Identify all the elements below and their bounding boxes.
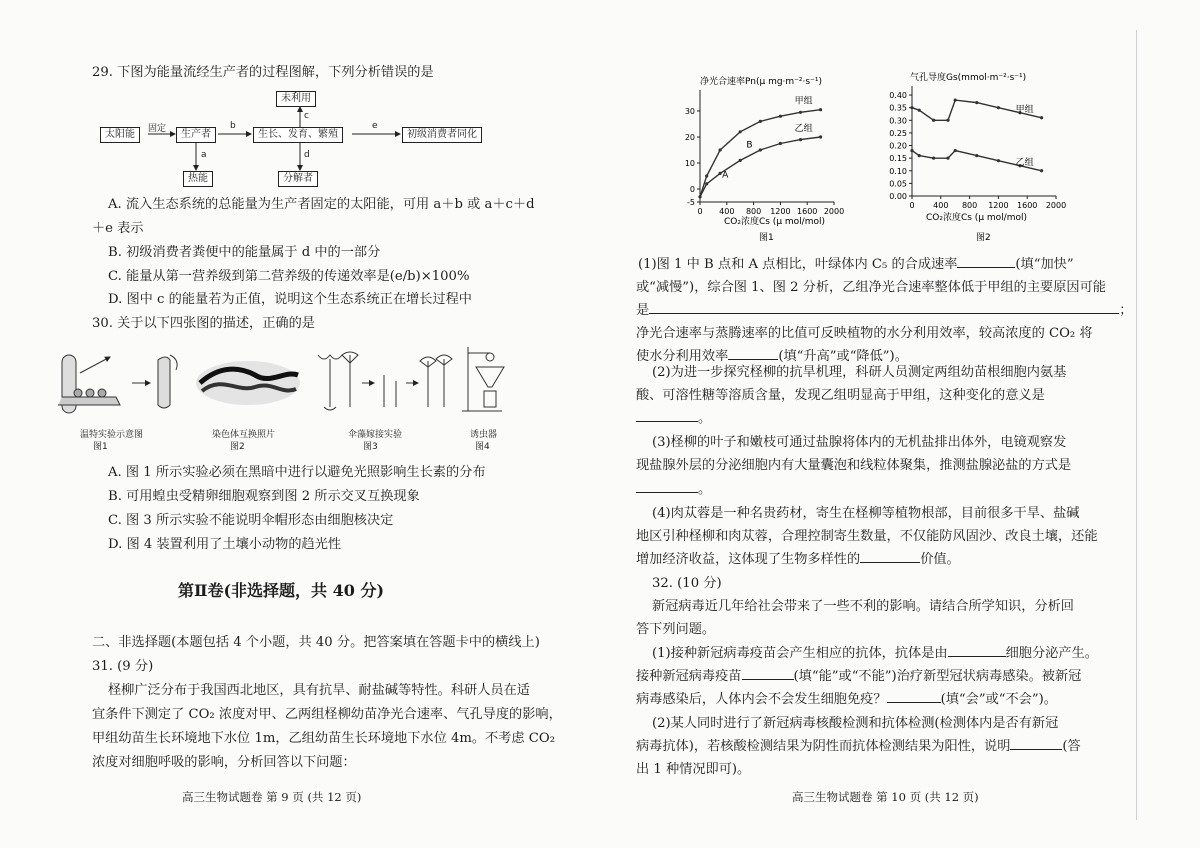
- q32-1-blank-2[interactable]: [742, 679, 794, 680]
- chart-stomatal-conductance: [880, 62, 1090, 250]
- chart1-title: 净光合速率Pn(μ mg·m⁻²·s⁻¹): [700, 77, 822, 87]
- flow-heat-box: 热能: [183, 171, 213, 187]
- flow-fix-label: 固定: [148, 124, 167, 134]
- q31-4-blank[interactable]: [860, 562, 920, 563]
- q31-1-line2: 或“减慢”)，综合图 1、图 2 分析，乙组净光合速率整体低于甲组的主要原因可能: [636, 280, 1106, 295]
- flow-d-label: d: [304, 150, 310, 160]
- y-tick-label: 0.00: [889, 192, 907, 201]
- q31-1-text-b: (填“加快”: [1015, 257, 1074, 272]
- x-tick-label: 0: [909, 201, 915, 210]
- q29-option-a: A. 流入生态系统的总能量为生产者固定的太阳能，可用 a＋b 或 a＋c＋d: [108, 197, 535, 212]
- page-footer-9: 高三生物试题卷 第 9 页 (共 12 页): [182, 790, 362, 804]
- data-point: [997, 159, 1000, 162]
- flow-b-label: b: [230, 121, 236, 131]
- x-tick-label: 2000: [1045, 201, 1067, 210]
- chart1-plot: [685, 96, 844, 216]
- data-point: [1040, 116, 1043, 119]
- data-point: [946, 119, 949, 122]
- q31-4-line1: (4)肉苁蓉是一种名贵药材，寄生在柽柳等植物根部，目前很多干旱、盐碱: [652, 506, 1080, 521]
- data-point: [759, 120, 762, 123]
- q29-option-c: C. 能量从第一营养级到第二营养级的传递效率是(e/b)×100%: [108, 269, 470, 284]
- fig3-caption: 伞藻嫁接实验: [348, 430, 403, 440]
- data-point: [918, 109, 921, 112]
- q31-1-blank-2[interactable]: [649, 313, 1119, 314]
- flow-growth-box: 生长、发育、繁殖: [253, 127, 343, 143]
- data-point: [975, 101, 978, 104]
- q30-option-c: C. 图 3 所示实验不能说明伞帽形态由细胞核决定: [108, 513, 394, 528]
- data-point: [719, 148, 722, 151]
- chart2-fig-label: 图2: [976, 233, 991, 243]
- chart1-fig-label: 图1: [759, 233, 774, 243]
- q32-intro-2: 答下列问题。: [636, 622, 716, 637]
- fig4-label: 图4: [475, 442, 490, 452]
- chart-net-photosynthesis: [664, 62, 904, 250]
- q32-1-text-c: 接种新冠病毒疫苗: [636, 669, 742, 684]
- data-point: [932, 157, 935, 160]
- data-point: [932, 119, 935, 122]
- data-point: [779, 142, 782, 145]
- q32-1-blank-3[interactable]: [887, 702, 941, 703]
- x-tick-label: 1600: [797, 207, 818, 216]
- q31-1-text-d: ；: [1119, 303, 1133, 318]
- fig2-caption: 染色体互换照片: [212, 430, 276, 440]
- q30-stem: 30. 关于以下四张图的描述，正确的是: [92, 316, 315, 331]
- x-tick-label: 800: [745, 207, 762, 216]
- q31-intro-3: 甲组幼苗生长环境地下水位 1m，乙组幼苗生长环境地下水位 4m。不考虑 CO₂: [92, 731, 555, 746]
- point-label-a: A: [722, 170, 729, 181]
- flow-producer-box: 生产者: [176, 127, 216, 143]
- flow-e-label: e: [372, 121, 378, 131]
- q30-option-b: B. 可用蝗虫受精卵细胞观察到图 2 所示交叉互换现象: [108, 489, 420, 504]
- part-2-instructions: 二、非选择题(本题包括 4 个小题，共 40 分。把答案填在答题卡中的横线上): [92, 635, 540, 650]
- q31-heading: 31. (9 分): [92, 659, 154, 674]
- q32-1-text-a: (1)接种新冠病毒疫苗会产生相应的抗体，抗体是由: [652, 646, 948, 661]
- q31-1-text-c: 是: [636, 303, 650, 318]
- data-point: [910, 106, 913, 109]
- q29-stem: 29. 下图为能量流经生产者的过程图解，下列分析错误的是: [92, 65, 434, 80]
- q32-2-text-a: 病毒抗体)，若核酸检测结果为阴性而抗体检测结果为阳性，说明: [636, 739, 1011, 754]
- x-tick-label: 1600: [1017, 201, 1038, 210]
- q32-2-text-b: (答: [1062, 739, 1081, 754]
- fig4-caption: 诱虫器: [470, 430, 498, 440]
- y-tick-label: 0.35: [889, 103, 907, 113]
- y-tick-label: 10: [684, 159, 695, 168]
- x-tick-label: 1200: [988, 201, 1009, 210]
- q30-option-d: D. 图 4 装置利用了土壤小动物的趋光性: [108, 537, 342, 552]
- q31-4-text-b: 价值。: [920, 552, 960, 567]
- q32-1-text-d: (填“能”或“不能”)治疗新型冠状病毒感染。被新冠: [793, 669, 1082, 684]
- page-footer-10: 高三生物试题卷 第 10 页 (共 12 页): [792, 790, 979, 804]
- q29-option-b: B. 初级消费者粪便中的能量属于 d 中的一部分: [108, 245, 381, 260]
- q31-3-blank[interactable]: [636, 492, 698, 493]
- y-tick-label: 0.40: [889, 91, 907, 101]
- data-point: [910, 149, 913, 152]
- series-label: 甲组: [794, 96, 813, 107]
- q29-option-d: D. 图中 c 的能量若为正值，说明这个生态系统正在增长过程中: [108, 292, 472, 307]
- flow-c-label: c: [304, 111, 309, 121]
- data-point: [954, 149, 957, 152]
- flow-sun-box: 太阳能: [100, 127, 140, 143]
- q31-2-line2: 酸、可溶性糖等溶质含量，发现乙组明显高于甲组，这种变化的意义是: [636, 388, 1045, 403]
- q29-option-a-cont: ＋e 表示: [92, 221, 144, 236]
- chart2-title: 气孔导度Gs(mmol·m⁻²·s⁻¹): [910, 73, 1027, 83]
- chart2-xlabel: CO₂浓度Cs (μ mol/mol): [926, 213, 1027, 223]
- x-tick-label: 400: [933, 201, 949, 210]
- chart1-xlabel: CO₂浓度Cs (μ mol/mol): [724, 217, 825, 227]
- q31-intro-4: 浓度对细胞呼吸的影响，分析回答以下问题：: [92, 755, 356, 770]
- flow-unused-box: 未利用: [276, 91, 316, 107]
- data-point: [946, 157, 949, 160]
- acetabularia-grafting-figure: [318, 352, 452, 410]
- series-label: 乙组: [794, 124, 813, 134]
- q31-3-line3: [636, 481, 711, 499]
- q32-1-text-f: (填“会”或“不会”)。: [940, 692, 1057, 707]
- y-tick-label: 0.10: [889, 166, 907, 176]
- q32-1-text-b: 细胞分泌产生。: [1005, 646, 1098, 661]
- data-point: [975, 154, 978, 157]
- q31-1-line1: [638, 256, 1074, 274]
- q32-2-line2: [636, 738, 1081, 756]
- data-point: [779, 115, 782, 118]
- q31-1-blank-3[interactable]: [728, 359, 778, 360]
- chart2-plot: [889, 91, 1066, 210]
- point-label-b: B: [746, 140, 753, 151]
- q32-heading: 32. (10 分): [652, 576, 722, 591]
- q32-1-text-e: 病毒感染后，人体内会不会发生细胞免疫？: [636, 692, 887, 707]
- q31-4-line2: 地区引种柽柳和肉苁蓉，合理控制寄生数量，不仅能防风固沙、改良土壤，还能: [636, 529, 1098, 544]
- q31-intro-2: 宜条件下测定了 CO₂ 浓度对甲、乙两组柽柳幼苗净光合速率、气孔导度的影响，: [92, 707, 562, 722]
- y-tick-label: 0.30: [889, 116, 907, 126]
- flow-decomposer-box: 分解者: [278, 171, 318, 187]
- data-point: [954, 98, 957, 101]
- series-label: 乙组: [1015, 157, 1034, 168]
- y-tick-label: -5: [687, 198, 695, 207]
- flow-consumer-box: 初级消费者同化: [402, 127, 482, 143]
- data-point: [799, 111, 802, 114]
- y-tick-label: 0.05: [889, 179, 907, 189]
- x-tick-label: 800: [961, 201, 978, 210]
- data-point: [705, 182, 708, 185]
- right-page: [600, 0, 1200, 848]
- data-point: [698, 195, 701, 198]
- q30-option-a: A. 图 1 所示实验必须在黑暗中进行以避免光照影响生长素的分布: [108, 465, 486, 480]
- y-tick-label: 0.20: [889, 141, 907, 151]
- data-point: [819, 108, 822, 111]
- q31-3-end: 。: [698, 482, 712, 497]
- q31-2-blank[interactable]: [636, 421, 698, 422]
- fig2-label: 图2: [230, 442, 245, 452]
- data-point: [1040, 169, 1043, 172]
- q32-1-line3: [636, 691, 1057, 709]
- q32-2-line3: 出 1 种情况即可)。: [636, 762, 751, 777]
- q32-2-blank[interactable]: [1010, 749, 1062, 750]
- data-point: [997, 106, 1000, 109]
- data-point: [739, 130, 742, 133]
- q31-4-line3: [636, 551, 960, 569]
- q30-figures: [50, 345, 510, 425]
- fig1-label: 图1: [93, 442, 108, 452]
- page-edge-line: [1136, 30, 1137, 820]
- y-tick-label: 0: [689, 185, 695, 194]
- q31-2-line3: [636, 410, 711, 428]
- q31-3-line2: 现盐腺外层的分泌细胞内有大量囊泡和线粒体聚集，推测盐腺泌盐的方式是: [636, 458, 1072, 473]
- q31-1-blank-1[interactable]: [957, 267, 1015, 268]
- q31-1-text-e: 使水分利用效率: [636, 349, 729, 364]
- data-point: [759, 148, 762, 151]
- q32-intro-1: 新冠病毒近几年给社会带来了一些不利的影响。请结合所学知识，分析回: [652, 599, 1074, 614]
- q31-2-end: 。: [698, 411, 712, 426]
- x-tick-label: 400: [719, 207, 735, 216]
- data-point: [918, 154, 921, 157]
- q31-4-text-a: 增加经济收益，这体现了生物多样性的: [636, 552, 861, 567]
- x-tick-label: 1200: [770, 207, 791, 216]
- berlese-funnel-figure: [462, 347, 504, 411]
- q32-2-line1: (2)某人同时进行了新冠病毒核酸检测和抗体检测(检测体内是否有新冠: [652, 716, 1059, 731]
- series-label: 甲组: [1015, 104, 1034, 115]
- x-tick-label: 2000: [823, 207, 845, 216]
- data-point: [799, 138, 802, 141]
- q31-1-text-f: (填“升高”或“降低”)。: [778, 349, 908, 364]
- y-tick-label: 30: [684, 107, 695, 116]
- went-experiment-figure: [58, 355, 177, 413]
- section-2-title: 第Ⅱ卷(非选择题，共 40 分): [178, 581, 385, 600]
- q31-3-line1: (3)柽柳的叶子和嫩枝可通过盐腺将体内的无机盐排出体外，电镜观察发: [652, 435, 1067, 450]
- fig1-caption: 温特实验示意图: [80, 430, 144, 440]
- q32-1-line2: [636, 668, 1081, 686]
- x-tick-label: 0: [697, 207, 703, 216]
- chromosome-photo-figure: [196, 361, 300, 405]
- q31-1-line3: [636, 302, 1132, 320]
- y-tick-label: 0.25: [889, 128, 907, 138]
- q32-1-blank-1[interactable]: [948, 656, 1006, 657]
- data-point: [705, 174, 708, 177]
- flow-a-label: a: [201, 150, 207, 160]
- data-point: [739, 159, 742, 162]
- q31-intro-1: 柽柳广泛分布于我国西北地区，具有抗旱、耐盐碱等特性。科研人员在适: [108, 683, 530, 698]
- fig3-label: 图3: [363, 442, 378, 452]
- q32-1-line1: [652, 645, 1098, 663]
- q31-1-text-a: (1)图 1 中 B 点和 A 点相比，叶绿体内 C₅ 的合成速率: [638, 257, 958, 272]
- y-tick-label: 20: [684, 133, 695, 142]
- q31-2-line1: (2)为进一步探究柽柳的抗旱机理，科研人员测定两组幼苗根细胞内氨基: [652, 365, 1067, 380]
- series-line-yi: [700, 137, 821, 197]
- y-tick-label: 0.15: [889, 154, 907, 164]
- data-point: [819, 135, 822, 138]
- q31-1-line4: 净光合速率与蒸腾速率的比值可反映植物的水分利用效率，较高浓度的 CO₂ 将: [636, 326, 1093, 341]
